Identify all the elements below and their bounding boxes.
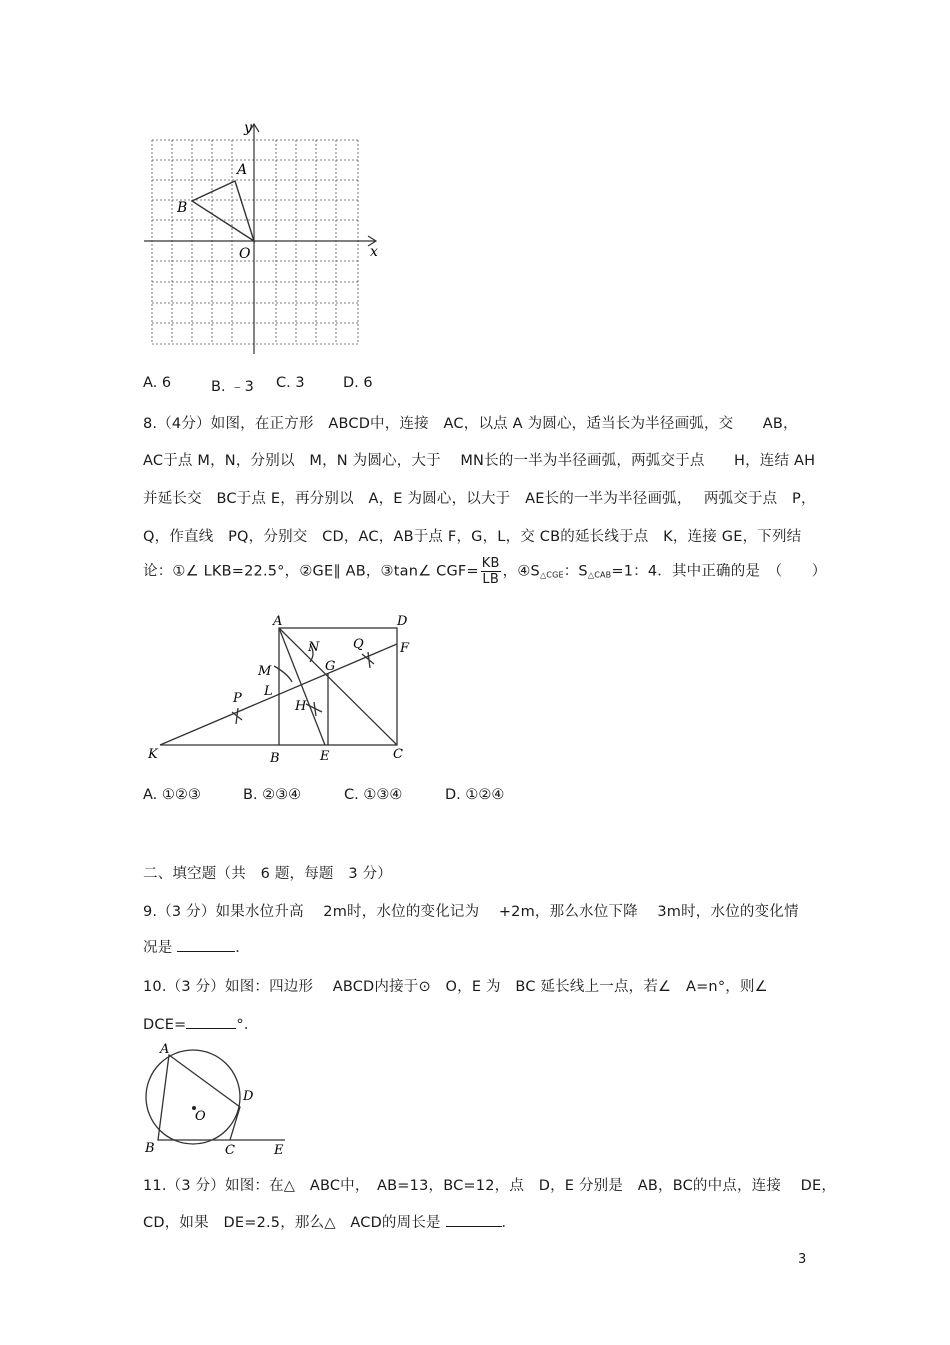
q9-text-line-1: 9.（3 分）如果水位升高 2m时，水位的变化记为 +2m，那么水位下降 3m时，水位的变化情 (143, 904, 799, 920)
q8-label-f: F (400, 641, 410, 656)
q11-text-line-2 (143, 1211, 516, 1232)
q11-line2-end: ． (501, 1215, 517, 1231)
q10-line2-end: °． (236, 1017, 259, 1033)
q7-option-b: B. ﹣3 (211, 379, 254, 395)
q11-answer-blank[interactable] (446, 1226, 502, 1227)
q7-option-c: C. 3 (276, 375, 305, 391)
q7-label-b: B (177, 200, 188, 216)
q8-label-e: E (320, 749, 330, 764)
q10-line2-text: DCE= (143, 1017, 187, 1033)
q8-subscript-cab: △CAB (587, 570, 612, 580)
q8-option-b: B. ②③④ (243, 787, 302, 803)
q7-label-a: A (237, 162, 248, 178)
q8-label-g: G (325, 659, 336, 674)
q8-line5-part1: 论：①∠ LKB=22.5°，②GE∥ AB，③tan∠ CGF= (143, 563, 479, 580)
q8-label-a: A (273, 614, 283, 629)
q7-x-label: x (370, 244, 378, 260)
q8-label-h: H (295, 699, 307, 714)
q8-line5-part3: ：S (563, 563, 588, 580)
q8-text-line-1: 8.（4分）如图，在正方形 ABCD中，连接 AC，以点 A 为圆心，适当长为半径画弧，交 AB， (143, 416, 798, 432)
q10-label-c: C (225, 1143, 235, 1158)
q7-label-o: O (239, 246, 251, 262)
q8-option-d: D. ①②④ (445, 787, 505, 803)
q8-arc-m (274, 666, 292, 682)
q8-label-l: L (264, 684, 273, 699)
q8-text-line-4: Q，作直线 PQ，分别交 CD，AC，AB于点 F，G，L，交 CB的延长线于点 K，连接 GE，下列结 (143, 529, 802, 545)
q8-fraction-numerator: KB (481, 556, 500, 571)
q10-quadrilateral-abcd (158, 1055, 240, 1140)
q9-text-line-2 (143, 936, 250, 957)
q8-label-p: P (233, 691, 242, 706)
q10-label-o: O (195, 1109, 206, 1124)
q9-line2-text: 况是 (143, 940, 173, 956)
q8-option-a: A. ①②③ (143, 787, 201, 803)
q7-option-d: D. 6 (343, 375, 373, 391)
q8-option-c: C. ①③④ (344, 787, 403, 803)
q11-text-line-1: 11.（3 分）如图：在△ ABC中， AB=13，BC=12，点 D，E 分别是 AB，BC的中点，连接 DE， (143, 1178, 837, 1194)
q8-text-line-3: 并延长交 BC于点 E，再分别以 A，E 为圆心，以大于 AE长的一半为半径画弧， 两弧交于点 P， (143, 491, 816, 507)
q7-triangle-abo (192, 181, 254, 241)
q8-label-c: C (393, 747, 403, 762)
q8-fraction (481, 556, 501, 587)
q10-circle-figure (140, 1040, 300, 1162)
q8-label-m: M (258, 664, 272, 679)
q8-label-b: B (270, 751, 280, 766)
q8-square-figure (140, 608, 420, 773)
q7-option-a: A. 6 (143, 375, 172, 391)
q10-text-line-2 (143, 1013, 259, 1034)
q8-label-n: N (308, 640, 320, 655)
q7-y-label: y (244, 120, 252, 136)
q8-label-k: K (148, 747, 158, 762)
q10-answer-blank[interactable] (186, 1028, 236, 1029)
q8-fraction-denominator: LB (482, 572, 499, 587)
q10-label-d: D (243, 1089, 254, 1104)
q8-line5-part4: =1：4．其中正确的是 （ ） (611, 563, 827, 580)
q9-line2-end: ． (235, 940, 250, 956)
q8-label-d: D (397, 614, 408, 629)
q7-axes (144, 124, 376, 354)
q8-text-line-2: AC于点 M，N，分别以 M，N 为圆心，大于 MN长的一半为半径画弧，两弧交于点 H，连结 AH (143, 453, 816, 469)
q11-line2-text: CD，如果 DE=2.5，那么△ ACD的周长是 (143, 1215, 441, 1231)
q7-coordinate-graph (140, 118, 390, 358)
page-number: 3 (798, 1252, 807, 1267)
q10-label-e: E (274, 1143, 284, 1158)
q8-text-line-5 (143, 556, 826, 587)
q9-answer-blank[interactable] (177, 951, 235, 952)
section-2-title: 二、填空题（共 6 题，每题 3 分） (143, 866, 392, 882)
q10-label-b: B (145, 1141, 155, 1156)
q8-label-q: Q (353, 637, 364, 652)
q8-subscript-cge: △CGE (539, 570, 564, 580)
q8-line5-part2: ，④S (502, 563, 540, 580)
q10-text-line-1: 10.（3 分）如图：四边形 ABCD内接于⊙ O，E 为 BC 延长线上一点，若∠ A=n°，则∠ (143, 979, 768, 995)
q10-label-a: A (160, 1042, 170, 1057)
